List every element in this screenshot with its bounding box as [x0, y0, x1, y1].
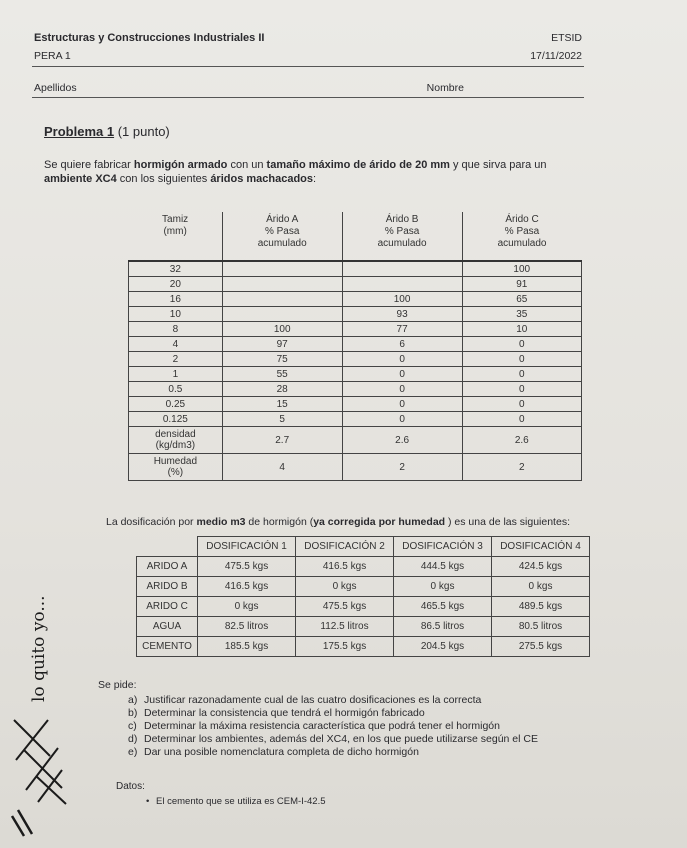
- question-text: Determinar la máxima resistencia característica que podrá tener el hormigón: [144, 720, 500, 732]
- dosage-row-label: ARIDO B: [137, 577, 198, 597]
- sieve-cell: 0: [462, 382, 581, 397]
- dosage-row: [137, 577, 590, 597]
- header-row-1: [34, 32, 582, 44]
- question-item: [128, 694, 538, 707]
- dosage-cell: 0 kgs: [296, 577, 394, 597]
- sieve-row: [129, 277, 582, 292]
- sieve-cell: 100: [222, 322, 342, 337]
- dosage-table: [136, 536, 590, 657]
- header-row-2: [34, 50, 582, 62]
- dosage-intro-run: La dosificación por: [106, 516, 197, 528]
- sieve-cell: 97: [222, 337, 342, 352]
- sieve-header-line: % Pasa: [264, 226, 300, 237]
- density-cell: 2.6: [462, 427, 581, 454]
- sieve-cell: [222, 277, 342, 292]
- dosage-intro: [106, 516, 570, 528]
- dosage-row: [137, 557, 590, 577]
- dosage-cell: 475.5 kgs: [198, 557, 296, 577]
- sieve-cell: [222, 292, 342, 307]
- sieve-cell: 2: [129, 352, 223, 367]
- dosage-cell: 275.5 kgs: [492, 637, 590, 657]
- sieve-cell: 6: [342, 337, 462, 352]
- question-item: [128, 746, 538, 759]
- dosage-cell: 416.5 kgs: [198, 577, 296, 597]
- surname-label: Apellidos: [34, 82, 77, 94]
- sieve-row: [129, 397, 582, 412]
- dosage-intro-run: ya corregida por humedad: [313, 516, 446, 528]
- dosage-row-label: CEMENTO: [137, 637, 198, 657]
- density-cell: 2.7: [222, 427, 342, 454]
- sieve-cell: [222, 261, 342, 277]
- sieve-cell: 4: [129, 337, 223, 352]
- sieve-cell: 0: [462, 367, 581, 382]
- humidity-cell: 2: [342, 454, 462, 481]
- sieve-cell: 32: [129, 261, 223, 277]
- handwritten-text: lo quito yo...: [29, 595, 49, 702]
- dosage-row: [137, 637, 590, 657]
- density-cell: 2.6: [342, 427, 462, 454]
- question-item: [128, 707, 538, 720]
- sieve-row: [129, 292, 582, 307]
- statement-run: :: [313, 173, 317, 185]
- cement-text: El cemento que se utiliza es CEM-I-42.5: [156, 796, 326, 807]
- question-item: [128, 733, 538, 746]
- sieve-header-line: Árido A: [266, 214, 299, 225]
- dosage-row: [137, 617, 590, 637]
- dosage-row-label: AGUA: [137, 617, 198, 637]
- sieve-cell: 1: [129, 367, 223, 382]
- statement-run: Se quiere fabricar: [44, 159, 134, 171]
- student-fields: [34, 82, 464, 94]
- course-title: Estructuras y Construcciones Industriales II: [34, 32, 265, 44]
- cement-note: [146, 796, 326, 807]
- dosage-header-cell: DOSIFICACIÓN 4: [492, 537, 590, 557]
- sieve-cell: 0: [342, 352, 462, 367]
- sieve-row: [129, 352, 582, 367]
- bullet-icon: •: [146, 796, 150, 807]
- dosage-cell: 0 kgs: [198, 597, 296, 617]
- sieve-table: [128, 212, 582, 481]
- questions-label: Se pide:: [98, 679, 137, 691]
- question-text: Justificar razonadamente cual de las cuatro dosificaciones es la correcta: [144, 694, 482, 706]
- question-key: c): [128, 720, 137, 732]
- statement-run: tamaño máximo de árido de 20 mm: [266, 159, 450, 171]
- dosage-cell: 465.5 kgs: [394, 597, 492, 617]
- sieve-cell: 15: [222, 397, 342, 412]
- dosage-intro-run: ) es una de las siguientes:: [445, 516, 570, 528]
- dosage-header-cell: DOSIFICACIÓN 2: [296, 537, 394, 557]
- sieve-cell: 0: [462, 352, 581, 367]
- sieve-cell: 0.5: [129, 382, 223, 397]
- handwritten-scribble: [12, 810, 32, 836]
- sieve-cell: 0: [462, 397, 581, 412]
- dosage-cell: 475.5 kgs: [296, 597, 394, 617]
- sieve-row: [129, 261, 582, 277]
- dosage-cell: 444.5 kgs: [394, 557, 492, 577]
- humidity-label-line: (%): [167, 467, 184, 478]
- sieve-cell: 0: [342, 397, 462, 412]
- dosage-cell: 86.5 litros: [394, 617, 492, 637]
- exam-code: PERA 1: [34, 50, 71, 62]
- statement-run: áridos machacados: [210, 173, 314, 185]
- dosage-intro-run: de hormigón (: [245, 516, 314, 528]
- sieve-cell: 65: [462, 292, 581, 307]
- handwritten-annotation: [10, 590, 70, 840]
- sieve-cell: 35: [462, 307, 581, 322]
- sieve-row: [129, 322, 582, 337]
- sieve-cell: 100: [462, 261, 581, 277]
- dosage-cell: 489.5 kgs: [492, 597, 590, 617]
- school-name: ETSID: [551, 32, 582, 44]
- sieve-cell: 0.125: [129, 412, 223, 427]
- sieve-row: [129, 412, 582, 427]
- question-key: b): [128, 707, 138, 719]
- humidity-cell: 2: [462, 454, 581, 481]
- dosage-header-cell: DOSIFICACIÓN 3: [394, 537, 492, 557]
- question-key: d): [128, 733, 138, 745]
- sieve-cell: 8: [129, 322, 223, 337]
- sieve-header-line: Árido B: [385, 214, 419, 225]
- sieve-header-line: acumulado: [377, 238, 427, 249]
- question-key: a): [128, 694, 138, 706]
- dosage-cell: 416.5 kgs: [296, 557, 394, 577]
- sieve-row: [129, 382, 582, 397]
- sieve-cell: 100: [342, 292, 462, 307]
- sieve-header-line: Árido C: [505, 214, 539, 225]
- sieve-cell: 5: [222, 412, 342, 427]
- data-label: Datos:: [116, 781, 145, 792]
- problem-label: Problema 1: [44, 124, 115, 139]
- sieve-header-line: Tamiz: [162, 214, 189, 225]
- humidity-label-line: Humedad: [153, 456, 198, 467]
- question-key: e): [128, 746, 138, 758]
- sieve-cell: 75: [222, 352, 342, 367]
- dosage-header-cell: DOSIFICACIÓN 1: [198, 537, 296, 557]
- header-divider: [32, 66, 584, 67]
- sieve-cell: 0: [462, 337, 581, 352]
- statement-run: ambiente XC4: [44, 173, 117, 185]
- sieve-cell: [222, 307, 342, 322]
- dosage-cell: 0 kgs: [492, 577, 590, 597]
- sieve-cell: [342, 261, 462, 277]
- dosage-cell: 175.5 kgs: [296, 637, 394, 657]
- statement-run: hormigón armado: [133, 159, 228, 171]
- sieve-cell: 91: [462, 277, 581, 292]
- question-text: Determinar los ambientes, además del XC4, en los que puede utilizarse según el CE: [144, 733, 538, 745]
- corner-cell: [137, 537, 198, 557]
- sieve-header-line: % Pasa: [504, 226, 540, 237]
- exam-date: 17/11/2022: [530, 50, 582, 62]
- density-label-line: densidad: [155, 429, 196, 440]
- student-divider: [32, 97, 584, 98]
- name-label: Nombre: [426, 82, 464, 94]
- question-item: [128, 720, 538, 733]
- humidity-cell: 4: [222, 454, 342, 481]
- sieve-header-line: % Pasa: [384, 226, 420, 237]
- dosage-cell: 204.5 kgs: [394, 637, 492, 657]
- dosage-cell: 185.5 kgs: [198, 637, 296, 657]
- statement-run: y que sirva para un: [449, 159, 547, 171]
- sieve-header-cell: [342, 212, 462, 261]
- problem-heading: [44, 124, 170, 139]
- density-label-line: (kg/dm3): [155, 440, 196, 451]
- dosage-cell: 0 kgs: [394, 577, 492, 597]
- sieve-header-cell: [222, 212, 342, 261]
- sieve-cell: 0: [342, 367, 462, 382]
- sieve-cell: 55: [222, 367, 342, 382]
- problem-statement: [44, 158, 592, 186]
- question-text: Determinar la consistencia que tendrá el hormigón fabricado: [144, 707, 425, 719]
- dosage-row-label: ARIDO A: [137, 557, 198, 577]
- humidity-row: [129, 454, 582, 481]
- sieve-header-cell: [129, 212, 223, 261]
- sieve-header-line: acumulado: [257, 238, 307, 249]
- statement-run: con los siguientes: [116, 173, 211, 185]
- sieve-cell: 0: [462, 412, 581, 427]
- sieve-header-line: (mm): [163, 226, 187, 237]
- sieve-cell: 77: [342, 322, 462, 337]
- dosage-row-label: ARIDO C: [137, 597, 198, 617]
- dosage-cell: 80.5 litros: [492, 617, 590, 637]
- sieve-cell: 10: [129, 307, 223, 322]
- statement-run: con un: [227, 159, 267, 171]
- dosage-row: [137, 597, 590, 617]
- sieve-row: [129, 367, 582, 382]
- dosage-intro-run: medio m3: [196, 516, 246, 528]
- sieve-cell: 0: [342, 382, 462, 397]
- sieve-row: [129, 307, 582, 322]
- question-list: [128, 694, 538, 759]
- sieve-row: [129, 337, 582, 352]
- density-label: [129, 427, 223, 454]
- dosage-cell: 112.5 litros: [296, 617, 394, 637]
- question-text: Dar una posible nomenclatura completa de dicho hormigón: [144, 746, 419, 758]
- humidity-label: [129, 454, 223, 481]
- sieve-cell: 93: [342, 307, 462, 322]
- handwritten-cross-marks: [14, 720, 66, 804]
- sieve-header-cell: [462, 212, 581, 261]
- sieve-cell: 28: [222, 382, 342, 397]
- sieve-cell: [342, 277, 462, 292]
- sieve-cell: 20: [129, 277, 223, 292]
- problem-points: (1 punto): [117, 124, 170, 139]
- sieve-header-line: acumulado: [497, 238, 547, 249]
- sieve-cell: 0.25: [129, 397, 223, 412]
- sieve-cell: 10: [462, 322, 581, 337]
- sieve-cell: 0: [342, 412, 462, 427]
- dosage-cell: 82.5 litros: [198, 617, 296, 637]
- density-row: [129, 427, 582, 454]
- dosage-cell: 424.5 kgs: [492, 557, 590, 577]
- sieve-cell: 16: [129, 292, 223, 307]
